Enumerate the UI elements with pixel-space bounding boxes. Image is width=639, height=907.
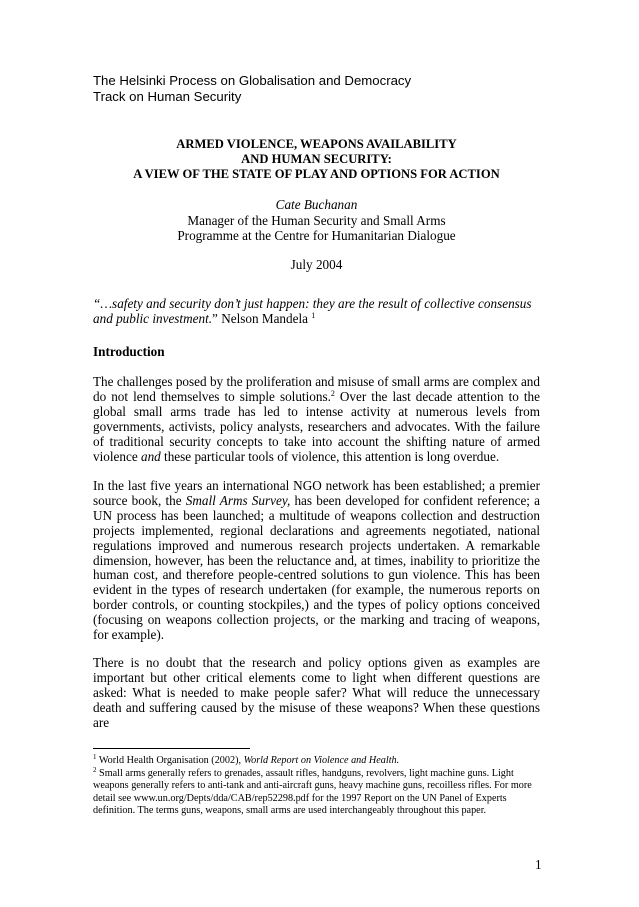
title-line-2: AND HUMAN SECURITY: [241,152,392,166]
paragraph-1-text-c: these particular tools of violence, this attention is long overdue. [160,448,500,464]
paragraph-2-text-a: In the last five years an international NGO network has been established; a premier source book, the [93,478,540,508]
page-number: 1 [535,857,542,872]
footnote-separator [93,748,250,749]
header-track-title: Track on Human Security [93,88,242,104]
footnote-1 [93,755,540,768]
author-name: Cate Buchanan [275,197,358,212]
document-header [93,73,411,104]
document-date: July 2004 [290,257,343,272]
paragraph-1-emphasis: and [140,448,161,464]
footnotes [93,755,540,818]
paragraph-2 [93,479,540,643]
epigraph-quote: “…safety and security don’t just happen: they are the result of collective consensus and public investment. [93,296,532,327]
title-line-3: A VIEW OF THE STATE OF PLAY AND OPTIONS FOR ACTION [133,167,500,181]
author-block [93,197,540,244]
document-title [93,137,540,182]
author-role-line-2: Programme at the Centre for Humanitarian Dialogue [177,228,456,243]
footnote-2-text: Small arms generally refers to grenades, assault rifles, handguns, revolvers, light machine guns. Light weapons generally refers to anti-tank and anti-aircraft guns, heavy machine guns, recoilless rifles. For more detail see www.un.org/Depts/dda/CAB/rep52298.pdf for the 1997 Report on the UN Panel of Experts definition. The terms guns, weapons, small arms are used interchangeably throughout this paper. [93,767,532,817]
title-line-1: ARMED VIOLENCE, WEAPONS AVAILABILITY [176,137,457,151]
paragraph-1-text-b: Over the last decade attention to the global small arms trade has led to intense activity at numerous levels from governments, activists, policy analysts, researchers and advocates. With the failure of traditional security concepts to take into account the shifting nature of armed violence [93,388,540,464]
footnote-1-title: World Report on Violence and Health. [243,755,400,766]
paragraph-3: There is no doubt that the research and policy options given as examples are important but other critical elements come to light when different questions are asked: What is needed to make people safer? What will reduce the unnecessary death and suffering caused by the misuse of these weapons? When these questions are [93,655,540,730]
header-process-title: The Helsinki Process on Globalisation and Democracy [93,73,412,88]
author-role-line-1: Manager of the Human Security and Small Arms [187,212,446,228]
footnote-ref-2[interactable]: 2 [330,388,335,398]
paragraph-2-text-b: has been developed for confident reference; a UN process has been launched; a multitude of weapons collection and destruction projects implemented, regional declarations and agreements negotiated, national regulations improved and numerous research projects undertaken. A remarkable dimension, however, has been the reluctance and, at times, inability to prioritize the human cost, and therefore people-centred solutions to gun violence. This has been evident in the types of research undertaken (for example, the numerous reports on border controls, or counting stockpiles,) and the types of policy options conceived (focusing on weapons collection projects, or the marking and tracing of weapons, for example). [93,492,541,643]
footnote-ref-1[interactable]: 1 [311,311,316,321]
footnote-1-text: World Health Organisation (2002), [96,755,244,766]
paragraph-1-text-a: The challenges posed by the proliferation and misuse of small arms are complex and do not lend themselves to simple solutions. [93,374,540,404]
footnote-1-number: 1 [93,753,97,761]
epigraph [93,296,540,327]
footnote-2-number: 2 [93,765,97,774]
paragraph-1 [93,375,540,464]
section-heading-introduction: Introduction [93,344,165,359]
paragraph-2-emphasis: Small Arms Survey, [185,492,291,508]
footnote-2 [93,765,540,818]
epigraph-close-quote: ” [212,311,218,327]
epigraph-attribution: Nelson Mandela [217,311,312,327]
